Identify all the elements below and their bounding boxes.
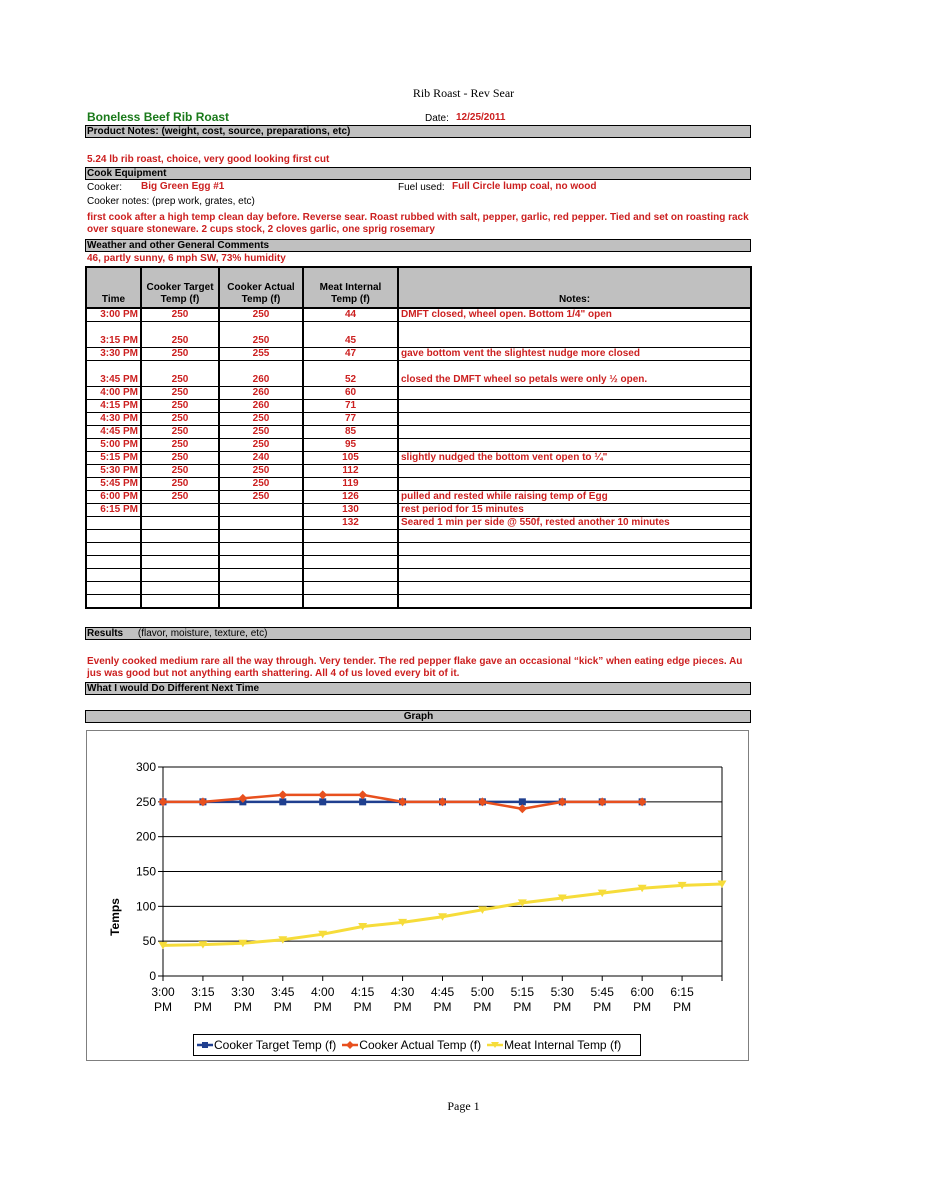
y-tick-label: 200 (135, 829, 156, 844)
page-footer: Page 1 (447, 1099, 480, 1113)
x-tick-label: 6:15 PM (670, 985, 694, 1014)
cell-meat-temp: 95 (303, 439, 398, 452)
cell-actual-temp: 250 (219, 465, 303, 478)
cell-time: 4:45 PM (86, 426, 141, 439)
cell-target-temp: 250 (141, 308, 219, 322)
cell-meat-temp: 45 (303, 322, 398, 348)
x-tick-label: 3:00 PM (151, 985, 175, 1014)
cell-meat-temp: 60 (303, 387, 398, 400)
date-label: Date: (425, 113, 449, 124)
x-tick-label: 4:30 PM (390, 985, 415, 1014)
cell-notes: closed the DMFT wheel so petals were only ½ open. (398, 361, 751, 387)
cell-time: 3:15 PM (86, 322, 141, 348)
results-text: Evenly cooked medium rare all the way through. Very tender. The red pepper flake gave an occasional “kick” when eating edge pieces. Au jus was good but not anything earth shattering. All 4 of us loved every bit of it. (87, 656, 743, 679)
cell-actual-temp: 250 (219, 439, 303, 452)
cell-actual-temp: 250 (219, 478, 303, 491)
cell-actual-temp: 260 (219, 387, 303, 400)
cell-notes: gave bottom vent the slightest nudge more closed (398, 348, 751, 361)
y-tick-label: 300 (135, 760, 156, 774)
cell-target-temp: 250 (141, 452, 219, 465)
cooker-notes-text: first cook after a high temp clean day before. Reverse sear. Roast rubbed with salt, pepper, garlic, red pepper. Tied and set on roasting rack over square stoneware. 2 cups stock, 2 cloves garlic, one sprig rosemary (87, 212, 749, 235)
data-point (318, 790, 327, 799)
cell-target-temp: 250 (141, 361, 219, 387)
cell-time: 4:15 PM (86, 400, 141, 413)
legend-item (342, 1038, 481, 1052)
chart-legend (193, 1034, 641, 1056)
cell-target-temp: 250 (141, 400, 219, 413)
x-tick-label: 4:45 PM (430, 985, 455, 1014)
document-title: Boneless Beef Rib Roast (87, 110, 230, 124)
cell-target-temp: 250 (141, 465, 219, 478)
legend-label: Cooker Target Temp (f) (214, 1038, 337, 1052)
cell-actual-temp: 250 (219, 322, 303, 348)
cell-target-temp: 250 (141, 413, 219, 426)
data-point (279, 798, 286, 805)
cell-time: 5:45 PM (86, 478, 141, 491)
y-tick-label: 50 (142, 934, 156, 949)
y-axis-label: Temps (107, 898, 122, 936)
x-tick-label: 3:45 PM (271, 985, 295, 1014)
cell-time: 3:30 PM (86, 348, 141, 361)
cell-target-temp: 250 (141, 387, 219, 400)
cell-meat-temp: 77 (303, 413, 398, 426)
x-tick-label: 6:00 PM (630, 985, 654, 1014)
col-header-actual: Cooker Actual Temp (f) (219, 267, 303, 308)
cell-actual-temp: 240 (219, 452, 303, 465)
legend-swatch (342, 1040, 358, 1050)
y-tick-label: 100 (135, 899, 156, 914)
results-header-sub: (flavor, moisture, texture, etc) (137, 628, 268, 639)
cell-meat-temp: 130 (303, 504, 398, 517)
cell-notes: DMFT closed, wheel open. Bottom 1/4" open (398, 308, 751, 322)
fuel-value: Full Circle lump coal, no wood (452, 181, 597, 192)
fuel-label: Fuel used: (398, 182, 445, 193)
x-tick-label: 4:00 PM (311, 985, 335, 1014)
data-point (519, 798, 526, 805)
cell-meat-temp: 132 (303, 517, 398, 530)
legend-item (487, 1038, 621, 1052)
cell-time: 3:00 PM (86, 308, 141, 322)
cell-notes: Seared 1 min per side @ 550f, rested another 10 minutes (398, 517, 751, 530)
cell-meat-temp: 44 (303, 308, 398, 322)
x-tick-label: 5:30 PM (550, 985, 574, 1014)
data-point (278, 790, 287, 799)
col-header-meat: Meat Internal Temp (f) (303, 267, 398, 308)
page-header: Rib Roast - Rev Sear (412, 86, 515, 100)
cell-notes: slightly nudged the bottom vent open to ¼" (398, 452, 751, 465)
graph-header: Graph (85, 710, 751, 723)
cell-time: 3:45 PM (86, 361, 141, 387)
cell-target-temp: 250 (141, 439, 219, 452)
col-header-target: Cooker Target Temp (f) (141, 267, 219, 308)
data-point (319, 798, 326, 805)
cell-time: 4:00 PM (86, 387, 141, 400)
cell-actual-temp: 260 (219, 400, 303, 413)
cell-time: 6:00 PM (86, 491, 141, 504)
x-tick-label: 5:15 PM (510, 985, 535, 1014)
cell-meat-temp: 105 (303, 452, 398, 465)
cell-target-temp: 250 (141, 426, 219, 439)
cell-time: 5:00 PM (86, 439, 141, 452)
col-header-time: Time (86, 267, 141, 308)
cell-notes: pulled and rested while raising temp of Egg (398, 491, 751, 504)
legend-swatch (197, 1040, 213, 1050)
weather-header: Weather and other General Comments (85, 239, 751, 252)
cell-meat-temp: 112 (303, 465, 398, 478)
cell-meat-temp: 119 (303, 478, 398, 491)
cooker-notes-label: Cooker notes: (prep work, grates, etc) (87, 196, 255, 207)
cell-actual-temp: 260 (219, 361, 303, 387)
cell-time: 4:30 PM (86, 413, 141, 426)
cell-meat-temp: 47 (303, 348, 398, 361)
x-tick-label: 5:00 PM (470, 985, 495, 1014)
cell-actual-temp: 250 (219, 413, 303, 426)
cell-actual-temp: 250 (219, 491, 303, 504)
col-header-notes: Notes: (398, 267, 751, 308)
date-value: 12/25/2011 (456, 112, 506, 123)
cell-actual-temp: 255 (219, 348, 303, 361)
cell-target-temp: 250 (141, 348, 219, 361)
cell-time: 6:15 PM (86, 504, 141, 517)
weather-text: 46, partly sunny, 6 mph SW, 73% humidity (87, 253, 286, 264)
x-tick-label: 4:15 PM (350, 985, 375, 1014)
cell-meat-temp: 52 (303, 361, 398, 387)
cook-equipment-header: Cook Equipment (85, 167, 751, 180)
cell-notes: rest period for 15 minutes (398, 504, 751, 517)
y-tick-label: 250 (135, 794, 156, 809)
cell-meat-temp: 126 (303, 491, 398, 504)
product-notes-header: Product Notes: (weight, cost, source, preparations, etc) (85, 125, 751, 138)
cell-time: 5:15 PM (86, 452, 141, 465)
legend-swatch (487, 1040, 503, 1050)
cell-meat-temp: 85 (303, 426, 398, 439)
legend-item (197, 1038, 336, 1052)
cell-time: 5:30 PM (86, 465, 141, 478)
data-point (518, 804, 527, 813)
cell-meat-temp: 71 (303, 400, 398, 413)
cell-actual-temp: 250 (219, 426, 303, 439)
product-notes-text: 5.24 lb rib roast, choice, very good looking first cut (87, 154, 330, 165)
x-tick-label: 3:15 PM (191, 985, 215, 1014)
data-point (359, 798, 366, 805)
data-point (358, 790, 367, 799)
legend-label: Meat Internal Temp (f) (504, 1038, 622, 1052)
results-header-label: Results (87, 628, 124, 639)
y-tick-label: 150 (135, 864, 156, 879)
cooker-value: Big Green Egg #1 (141, 181, 225, 192)
cell-target-temp: 250 (141, 491, 219, 504)
legend-label: Cooker Actual Temp (f) (359, 1038, 482, 1052)
x-tick-label: 3:30 PM (231, 985, 255, 1014)
y-tick-label: 0 (149, 969, 156, 983)
cell-actual-temp: 250 (219, 308, 303, 322)
x-tick-label: 5:45 PM (590, 985, 614, 1014)
cell-target-temp: 250 (141, 322, 219, 348)
cooker-label: Cooker: (87, 182, 123, 193)
cell-target-temp: 250 (141, 478, 219, 491)
different-header: What I would Do Different Next Time (85, 682, 751, 695)
